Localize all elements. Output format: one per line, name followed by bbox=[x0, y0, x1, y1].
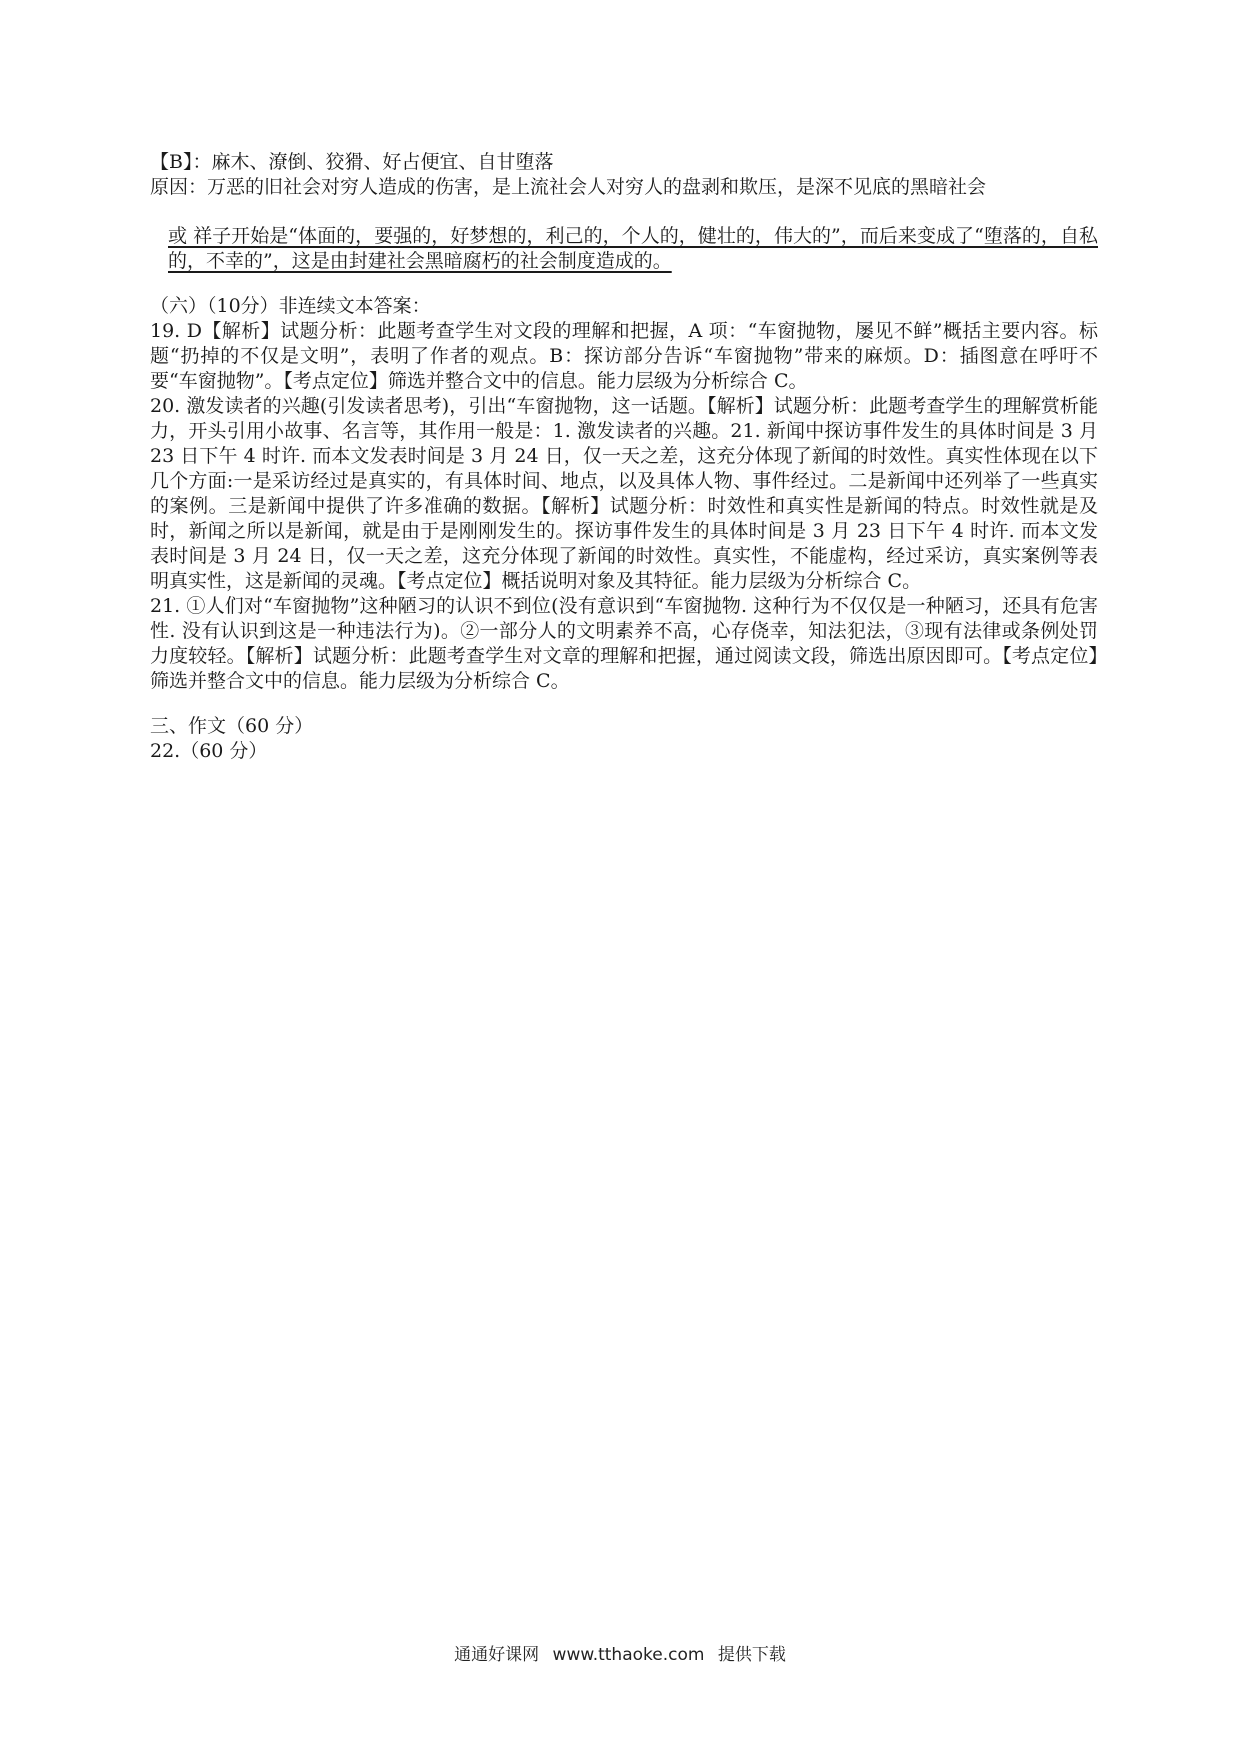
footer-suffix: 提供下载 bbox=[717, 1645, 786, 1665]
section-b-reason: 原因：万恶的旧社会对穷人造成的伤害，是上流社会人对穷人的盘剥和欺压，是深不见底的黑暗社会 bbox=[150, 176, 987, 198]
section-six-heading: （六）（10分）非连续文本答案： bbox=[150, 295, 431, 317]
section-b-traits: 【B】：麻木、潦倒、狡猾、好占便宜、自甘堕落 bbox=[150, 151, 554, 173]
page-footer bbox=[0, 1640, 1240, 1665]
spacer bbox=[150, 274, 1098, 294]
spacer bbox=[150, 694, 1098, 714]
alternative-answer: 或 祥子开始是“体面的，要强的，好梦想的，利己的，个人的，健壮的，伟大的”，而后来变成了“堕落的，自私的，不幸的”，这是由封建社会黑暗腐朽的社会制度造成的。 bbox=[168, 225, 1098, 272]
footer-url[interactable]: www.tthaoke.com bbox=[552, 1645, 705, 1665]
answer-19: 19. D【解析】试题分析：此题考查学生对文段的理解和把握，A 项：“车窗抛物，屡见不鲜”概括主要内容。标题“扔掉的不仅是文明”，表明了作者的观点。B：探访部分告诉“车窗抛物”带来的麻烦。D：插图意在呼吁不要“车窗抛物”。【考点定位】筛选并整合文中的信息。能力层级为分析综合 C。 bbox=[150, 320, 1098, 392]
answer-20: 20. 激发读者的兴趣(引发读者思考)，引出“车窗抛物，这一话题。【解析】试题分析：此题考查学生的理解赏析能力，开头引用小故事、名言等，其作用一般是：1. 激发读者的兴趣。21. 新闻中探访事件发生的具体时间是 3 月 23 日下午 4 时许. 而本文发表时间是 3 月 24 日，仅一天之差，这充分体现了新闻的时效性。真实性体现在以下几个方面:一是采访经过是真实的，有具体时间、地点，以及具体人物、事件经过。二是新闻中还列举了一些真实的案例。三是新闻中提供了许多准确的数据。【解析】试题分析：时效性和真实性是新闻的特点。时效性就是及时，新闻之所以是新闻，就是由于是刚刚发生的。探访事件发生的具体时间是 3 月 23 日下午 4 时许. 而本文发表时间是 3 月 24 日，仅一天之差，这充分体现了新闻的时效性。真实性，不能虚构，经过采访，真实案例等表明真实性，这是新闻的灵魂。【考点定位】概括说明对象及其特征。能力层级为分析综合 C。 bbox=[150, 395, 1098, 592]
footer-site-name: 通通好课网 bbox=[454, 1645, 540, 1665]
essay-item: 22.（60 分） bbox=[150, 740, 268, 762]
answer-21: 21. ①人们对“车窗抛物”这种陋习的认识不到位(没有意识到“车窗抛物. 这种行为不仅仅是一种陋习，还具有危害性. 没有认识到这是一种违法行为)。②一部分人的文明素养不高，心存侥幸，知法犯法，③现有法律或条例处罚力度较轻。【解析】试题分析：此题考查学生对文章的理解和把握，通过阅读文段，筛选出原因即可。【考点定位】筛选并整合文中的信息。能力层级为分析综合 C。 bbox=[150, 595, 1098, 692]
document-body bbox=[150, 150, 1098, 764]
spacer bbox=[150, 200, 1098, 224]
section-three-heading: 三、作文（60 分） bbox=[150, 715, 314, 737]
